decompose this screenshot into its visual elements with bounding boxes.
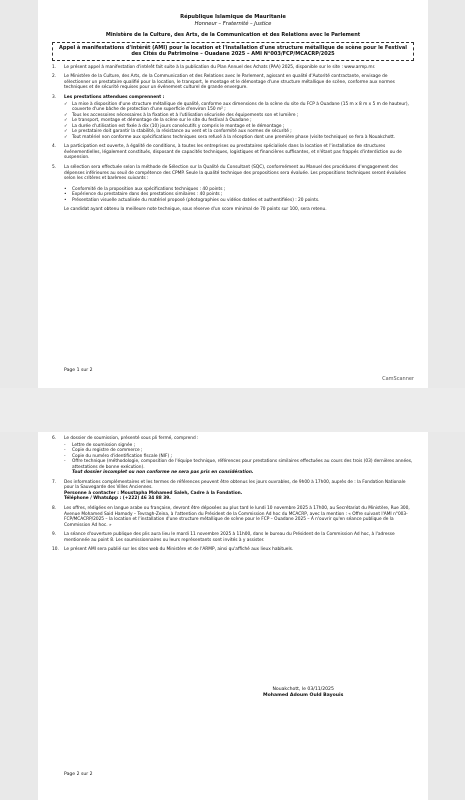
notice-items-continued (38, 436, 428, 553)
list-item: 1. Le présent appel à manifestation d'intérêt fait suite à la publication du Plan Annuel des Achats (PAA) 2025, disponible sur le site : www.armp.mr. (52, 64, 376, 70)
item-text: Des informations complémentaires et les termes de références peuvent être obtenus les jours ouvrables, de 9h00 à 17h00, auprès de : la Fondation Nationale pour la Sauvegarde des Villes Anciennes. (64, 479, 406, 491)
list-item: • Expérience du prestataire dans des prestations similaires : 40 points ; (64, 192, 414, 198)
list-item: ✓ Tous les accessoires nécessaires à la fixation et à l'utilisation sécurisée des équipements son et lumière ; (64, 113, 414, 119)
evaluation-criteria (38, 187, 428, 204)
ministry-name: Ministère de la Culture, des Arts, de la Communication et des Relations avec le Parlement (105, 32, 361, 39)
submission-list (64, 443, 414, 471)
list-item: ✓ Le transport, montage et démontage de la scène sur le site du festival à Ouadane ; (64, 118, 414, 124)
list-item: 8. Les offres, rédigées en langue arabe ou française, devront être déposées au plus tard le lundi 10 novembre 2025 à 17h00, au Secrétariat du Ministère, Rue 300, Avenue Mohamed Said Hamody – Tevragh-Zeina, à l'attention du Président de la Commission Ad hoc du MCACRP, avec la mention : « Offre suivant l'AMI n°003-FCP/MCACRP/2025 – la location et l'installation d'une structure métallique de scène pour le FCP – Ouadane 2025 – À n'ouvrir qu'en séance publique de la Commission Ad hoc. » (52, 506, 410, 528)
page-separator (0, 388, 465, 432)
list-item: 9. La séance d'ouverture publique des plis aura lieu le mardi 11 novembre 2025 à 11h00, dans le bureau du Président de la Commission Ad hoc, à l'adresse mentionnée au point 8. Les soumissionnaires ou leurs représentants sont invités à y assister. (52, 532, 395, 543)
list-item: - Lettre de soumission signée ; (64, 443, 414, 449)
list-item: 3. Les prestations attendues comprennent : ✓ La mise à disposition d'une structure métallique de qualité, conforme aux dimensions de la scène du site du FCP à Ouadane (15 m x 8 m x 5 m de hauteur), couverte d'une bâche de protection d'une superficie d'environ 150 m² ; ✓ Tous les accessoires nécessaires à la fixation et à l'utilisation sécurisée des équipements son et lumière ; ✓ Le transport, montage et démontage de la scène sur le site du festival à Ouadane ; ✓ La durée d'utilisation est fixée à dix (10) jours consécutifs y compris le montage et le démontage ; ✓ Le prestataire doit garantir la stabilité, la résistance au vent et la conformité aux normes de sécurité ; ✓ Tout matériel non conforme aux spécifications techniques sera refusé à la réception dont une première phase (visite technique) se fera à Nouakchott. (38, 95, 428, 140)
list-item: 7. Des informations complémentaires et les termes de références peuvent être obtenus les jours ouvrables, de 9h00 à 17h00, auprès de : la Fondation Nationale pour la Sauvegarde des Villes Anciennes. Personne à contacter : Moustapha Mohamed Saleh, Cadre à la Fondation. Téléphone / WhatsApp : (+222) 46 34 88 39. (38, 480, 428, 502)
item-text: Les prestations attendues comprennent : (64, 94, 165, 100)
contact-phone: Téléphone / WhatsApp : (+222) 46 34 88 39. (64, 496, 171, 502)
item-text: Le dossier de soumission, présenté sous pli fermé, comprend : (64, 436, 199, 441)
page-number: Page 1 sur 2 (64, 368, 93, 373)
list-item: 10. Le présent AMI sera publié sur les sites web du Ministère et de l'ARMP, ainsi qu'affiché aux lieux habituels. (52, 547, 294, 553)
incomplete-file-note: Tout dossier incomplet ou non conforme ne sera pas pris en considération. (72, 470, 254, 476)
notice-title: Appel à manifestations d'intérêt (AMI) pour la location et l'installation d'une structure métallique de scène pour le Festival des Cités du Patrimoine – Ouadane 2025 – AMI N°003/FCP/MCACRP/2025 (52, 42, 414, 61)
signature-block (263, 687, 343, 699)
list-item: • Présentation visuelle actualisée du matériel proposé (photographies ou vidéos datées et authentifiées) : 20 points. (64, 198, 414, 204)
contact-person: Personne à contacter : Moustapha Mohamed Saleh, Cadre à la Fondation. (64, 490, 243, 496)
item-text: Les offres, rédigées en langue arabe ou française, devront être déposées au plus tard le lundi 10 novembre 2025 à 17h00, au Secrétariat du Ministère, Rue 300, Avenue Mohamed Said Hamody – Tevragh-Zeina, à l'attention du Président de la Commission Ad hoc du MCACRP, avec la mention : « Offre suivant l'AMI n°003-FCP/MCACRP/2025 – la location et l'installation d'une structure métallique de scène pour le FCP – Ouadane 2025 – À n'ouvrir qu'en séance publique de la Commission Ad hoc. » (64, 506, 410, 528)
scanner-watermark: CamScanner (382, 376, 414, 382)
item-text: Le présent appel à manifestation d'intérêt fait suite à la publication du Plan Annuel des Achats (PAA) 2025, disponible sur le site : www.armp.mr. (64, 64, 376, 70)
list-item: - Copie du registre de commerce ; (64, 448, 414, 454)
item-text: Le Ministère de la Culture, des Arts, de la Communication et des Relations avec le Parlement, agissant en qualité d'Autorité contractante, envisage de sélectionner un prestataire qualifié pour la location, le transport, le montage et le démontage d'une structure métallique de scène, conforme aux normes techniques et de sécurité requises pour un événement culturel de grande envergure. (64, 74, 395, 91)
signatory-name: Mohamed Adoum Ould Bayouis (263, 693, 344, 698)
list-item: ✓ La durée d'utilisation est fixée à dix (10) jours consécutifs y compris le montage et le démontage ; (64, 124, 414, 130)
item-text: Le présent AMI sera publié sur les sites web du Ministère et de l'ARMP, ainsi qu'affiché aux lieux habituels. (64, 547, 294, 553)
list-item: ✓ Tout matériel non conforme aux spécifications techniques sera refusé à la réception dont une première phase (visite technique) se fera à Nouakchott. (64, 135, 414, 141)
national-motto: Honneur – Fraternité – Justice (194, 20, 272, 27)
item-text: La séance d'ouverture publique des plis aura lieu le mardi 11 novembre 2025 à 11h00, dans le bureau du Président de la Commission Ad hoc, à l'adresse mentionnée au point 8. Les soumissionnaires ou leurs représentants sont invités à y assister. (64, 532, 395, 543)
notice-items (38, 65, 428, 182)
document-page-2 (38, 432, 428, 800)
letterhead (38, 14, 428, 27)
deliverables-list (64, 102, 414, 141)
list-item: 5. La sélection sera effectuée selon la méthode de Sélection sur la Qualité du Consultant (SQC), conformément au Manuel des procédures d'engagement des dépenses inférieures au seuil de compétence des CPMP. Seule la qualité technique des propositions sera évaluée. Les propositions techniques seront évaluées selon les critères et barèmes suivants : (52, 164, 406, 182)
list-item: 4. La participation est ouverte, à égalité de conditions, à toutes les entreprises ou prestataires spécialisés dans la location et l'installation de structures événementielles, légalement constitués, disposant de capacités techniques, logistiques et financières suffisantes, et n'étant pas frappés d'interdiction ou de suspension. (52, 144, 402, 161)
list-item: - Offre technique (méthodologie, composition de l'équipe technique, références pour prestations similaires effectuées au cours des trois (03) dernières années, attestations de bonne exécution). (64, 459, 414, 470)
list-item: 2. Le Ministère de la Culture, des Arts, de la Communication et des Relations avec le Parlement, agissant en qualité d'Autorité contractante, envisage de sélectionner un prestataire qualifié pour la location, le transport, le montage et le démontage d'une structure métallique de scène, conforme aux normes techniques et de sécurité requises pour un événement culturel de grande envergure. (52, 74, 395, 91)
list-item: • Conformité de la proposition aux spécifications techniques : 40 points ; (64, 187, 414, 193)
selection-conclusion: Le candidat ayant obtenu la meilleure note technique, sous réserve d'un score minimal de 70 points sur 100, sera retenu. (64, 207, 327, 213)
place-date: Nouakchott, le 03/11/2025 (272, 687, 334, 692)
list-item: ✓ La mise à disposition d'une structure métallique de qualité, conforme aux dimensions de la scène du site du FCP à Ouadane (15 m x 8 m x 5 m de hauteur), couverte d'une bâche de protection d'une superficie d'environ 150 m² ; (64, 102, 414, 113)
list-item: - Copie du numéro d'identification fiscale (NIF) ; (64, 454, 414, 460)
page-number: Page 2 sur 2 (64, 772, 93, 777)
item-text: La participation est ouverte, à égalité de conditions, à toutes les entreprises ou prestataires spécialisés dans la location et l'installation de structures événementielles, légalement constitués, disposant de capacités techniques, logistiques et financières suffisantes, et n'étant pas frappés d'interdiction ou de suspension. (64, 144, 402, 161)
list-item: ✓ Le prestataire doit garantir la stabilité, la résistance au vent et la conformité aux normes de sécurité ; (64, 129, 414, 135)
republic-name: République Islamique de Mauritanie (180, 14, 286, 20)
document-page-1 (38, 0, 428, 388)
list-item: 6. Le dossier de soumission, présenté sous pli fermé, comprend : - Lettre de soumission signée ; - Copie du registre de commerce ; - Copie du numéro d'identification fiscale (NIF) ; - Offre technique (méthodologie, composition de l'équipe technique, références pour prestations similaires effectuées au cours des trois (03) dernières années, attestations de bonne exécution). Tout dossier incomplet ou non conforme ne sera pas pris en considération. (38, 436, 428, 476)
item-text: La sélection sera effectuée selon la méthode de Sélection sur la Qualité du Consultant (SQC), conformément au Manuel des procédures d'engagement des dépenses inférieures au seuil de compétence des CPMP. Seule la qualité technique des propositions sera évaluée. Les propositions techniques seront évaluées selon les critères et barèmes suivants : (64, 164, 406, 182)
